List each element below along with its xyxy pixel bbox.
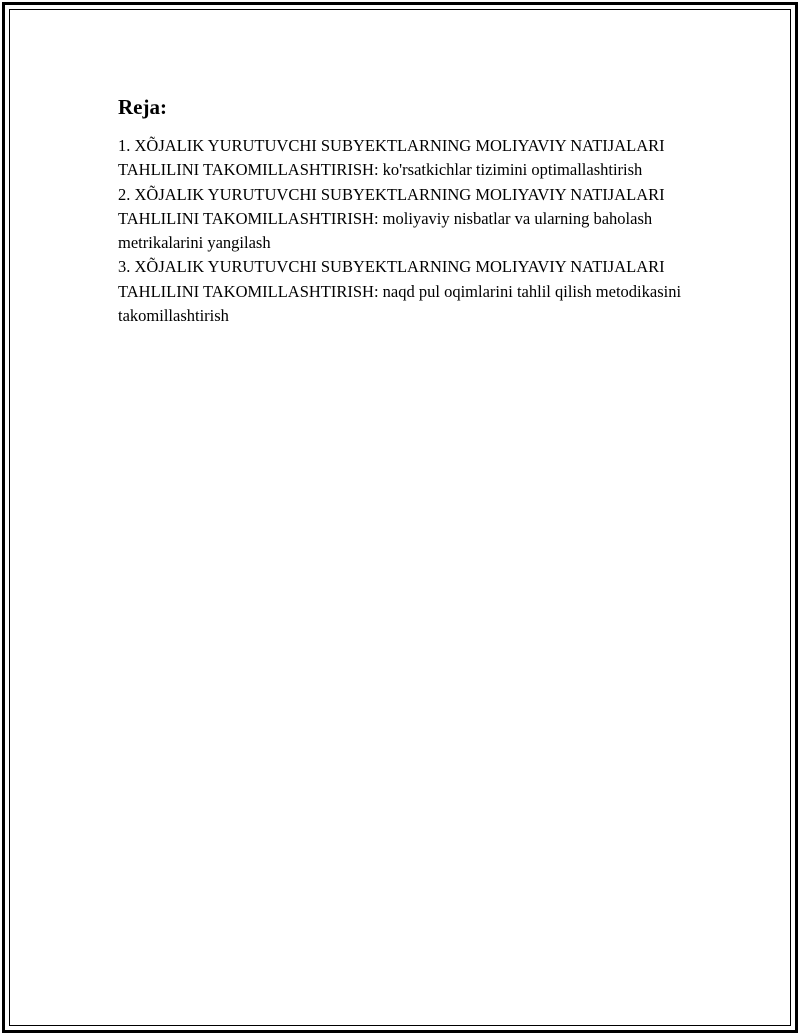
plan-item-2: 2. XÕJALIK YURUTUVCHI SUBYEKTLARNING MOLIYAVIY NATIJALARI TAHLILINI TAKOMILLASHTIRISH: moliyaviy nisbatlar va ularning baholash metrikalarini yangilash <box>118 184 665 253</box>
plan-item-3: 3. XÕJALIK YURUTUVCHI SUBYEKTLARNING MOLIYAVIY NATIJALARI TAHLILINI TAKOMILLASHTIRISH: naqd pul oqimlarini tahlil qilish metodikasini takomillashtirish <box>118 257 682 326</box>
plan-heading: Reja: <box>118 95 167 119</box>
document-body <box>118 94 698 328</box>
plan-list <box>118 134 698 328</box>
plan-item-1: 1. XÕJALIK YURUTUVCHI SUBYEKTLARNING MOLIYAVIY NATIJALARI TAHLILINI TAKOMILLASHTIRISH: ko'rsatkichlar tizimini optimallashtirish <box>118 136 665 180</box>
